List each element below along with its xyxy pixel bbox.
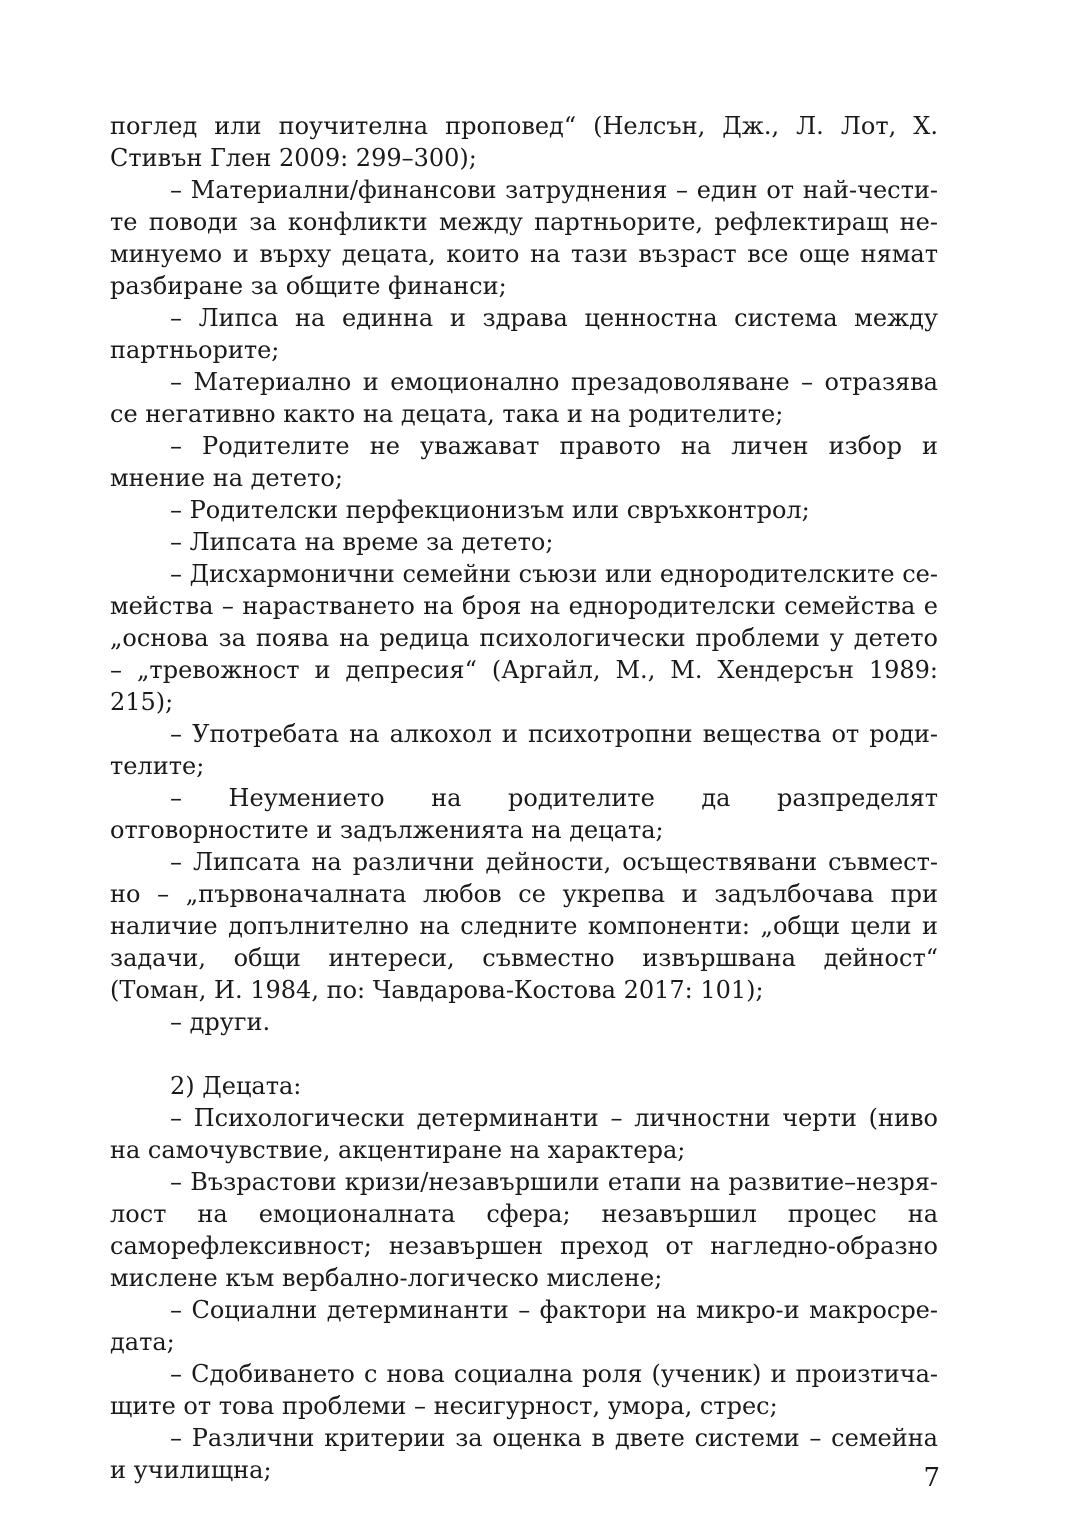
list-item-perfectionism: – Родителски перфекционизъм или свръхконтрол;: [170, 496, 810, 524]
list-item-psychological-determinants: – Психологически детерминанти – личностни черти (ниво на самочувствие, акцентиране на характера;: [110, 1104, 938, 1164]
page-body: [110, 110, 938, 1486]
list-item-choice-respect: – Родителите не уважават правото на личен избор и мнение на детето;: [110, 432, 938, 492]
page-number: 7: [923, 1463, 940, 1493]
section-heading-children: 2) Децата:: [170, 1072, 302, 1100]
list-item-evaluation-criteria: – Различни критерии за оценка в двете системи – семейна и училищна;: [110, 1424, 938, 1484]
list-item-others: – други.: [170, 1008, 271, 1036]
list-item-age-crises: – Възрастови кризи/незавършили етапи на развитие–незрялост на емоционалната сфера; незавършил процес на саморефлексивност; незавършен преход от нагледно-образно мислене към вербално-логическо мислене;: [110, 1168, 938, 1292]
list-item-lack-of-time: – Липсата на време за детето;: [170, 528, 554, 556]
list-item-joint-activities: – Липсата на различни дейности, осъществявани съвместно – „първоначалната любов се укрепва и задълбочава при наличие допълнително на следните компоненти: „общи цели и задачи, общи интереси, съвместно извършвана дейност“ (Томан, И. 1984, по: Чавдарова-Костова 2017: 101);: [110, 848, 938, 1004]
list-item-value-system: – Липса на единна и здрава ценностна система между партньорите;: [110, 304, 938, 364]
list-item-financial-difficulties: – Материални/финансови затруднения – един от най-честите поводи за конфликти между партньорите, рефлектиращ неминуемо и върху децата, които на тази възраст все още нямат разбиране за общите финанси;: [110, 176, 938, 300]
list-item-social-determinants: – Социални детерминанти – фактори на микро-и макросредата;: [110, 1296, 938, 1356]
list-item-single-parent-families: – Дисхармонични семейни съюзи или еднородителските семейства – нарастването на броя на еднородителски семейства е „основа за поява на редица психологически проблеми у детето – „тревожност и депресия“ (Аргайл, М., М. Хендерсън 1989: 215);: [110, 560, 938, 716]
paragraph-continuation: поглед или поучителна проповед“ (Нелсън, Дж., Л. Лот, Х. Стивън Глен 2009: 299–300);: [110, 112, 938, 172]
list-item-oversatisfaction: – Материално и емоционално презадоволяване – отразява се негативно както на децата, така и на родителите;: [110, 368, 938, 428]
list-item-responsibilities: – Неумението на родителите да разпределят отговорностите и задълженията на децата;: [110, 784, 938, 844]
list-item-new-social-role: – Сдобиването с нова социална роля (ученик) и произтичащите от това проблеми – несигурност, умора, стрес;: [110, 1360, 938, 1420]
list-item-substance-use: – Употребата на алкохол и психотропни вещества от родителите;: [110, 720, 938, 780]
